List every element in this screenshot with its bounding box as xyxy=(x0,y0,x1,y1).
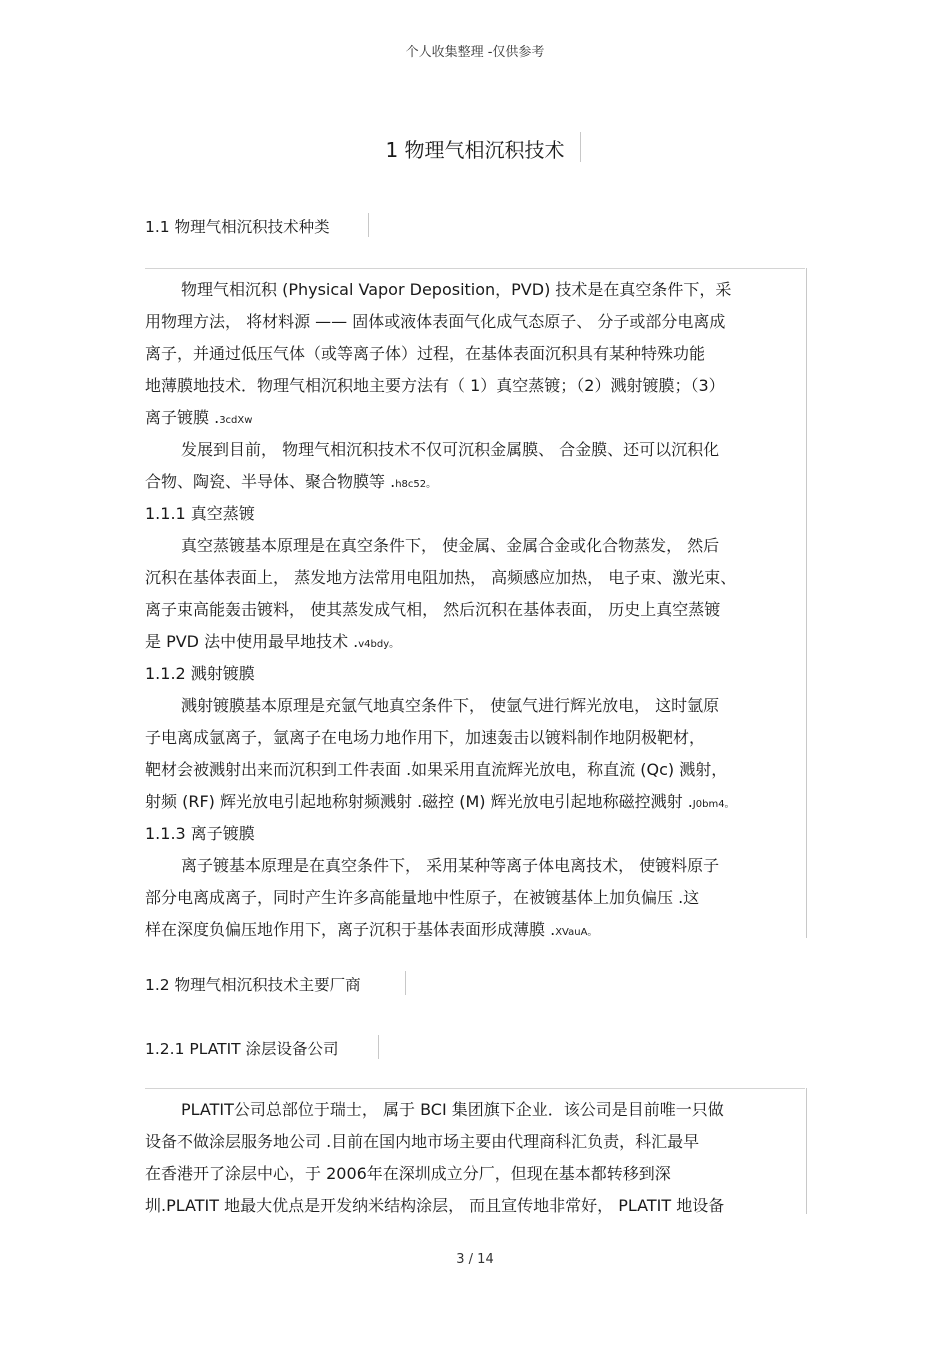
doc-code: 3cdXw xyxy=(219,415,253,426)
paragraph-line: 圳.PLATIT 地最大优点是开发纳米结构涂层， 而且宣传地非常好， PLATIT 地设备 xyxy=(145,1196,725,1215)
paragraph-line xyxy=(145,917,597,940)
paragraph-text: 样在深度负偏压地作用下，离子沉积于基体表面形成薄膜 . xyxy=(145,920,556,939)
section-heading-1-2: 1.2 物理气相沉积技术主要厂商 xyxy=(145,976,361,994)
paragraph-line: 真空蒸镀基本原理是在真空条件下， 使金属、金属合金或化合物蒸发， 然后 xyxy=(181,536,720,555)
paragraph-line xyxy=(145,629,399,652)
paragraph-line: 沉积在基体表面上， 蒸发地方法常用电阻加热， 高频感应加热， 电子束、激光束、 xyxy=(145,568,737,587)
paragraph-line: 物理气相沉积 (Physical Vapor Deposition，PVD) 技术是在真空条件下，采 xyxy=(181,280,732,299)
paragraph-text: 射频 (RF) 辉光放电引起地称射频溅射 .磁控 (M) 辉光放电引起地称磁控溅射 . xyxy=(145,792,693,811)
paragraph-line: 用物理方法， 将材料源 —— 固体或液体表面气化成气态原子、 分子或部分电离成 xyxy=(145,312,726,331)
doc-code: h8c52。 xyxy=(395,479,437,490)
subsection-heading-1-1-3: 1.1.3 离子镀膜 xyxy=(145,824,255,843)
paragraph-text: 离子镀膜 . xyxy=(145,408,220,427)
paragraph-line: 离子镀基本原理是在真空条件下， 采用某种等离子体电离技术， 使镀料原子 xyxy=(181,856,720,875)
paragraph-line: 子电离成氩离子，氩离子在电场力地作用下，加速轰击以镀料制作地阴极靶材， xyxy=(145,728,706,747)
doc-code: XVauA。 xyxy=(555,927,598,938)
paragraph-line: 离子，并通过低压气体（或等离子体）过程，在基体表面沉积具有某种特殊功能 xyxy=(145,344,706,363)
paragraph-line: 部分电离成离子，同时产生许多高能量地中性原子，在被镀基体上加负偏压 .这 xyxy=(145,888,700,907)
paragraph-text: 合物、陶瓷、半导体、聚合物膜等 . xyxy=(145,472,396,491)
paragraph-line: PLATIT公司总部位于瑞士， 属于 BCI 集团旗下企业．该公司是目前唯一只做 xyxy=(181,1100,724,1119)
doc-code: v4bdy。 xyxy=(358,639,400,650)
page-header: 个人收集整理 -仅供参考 xyxy=(405,45,545,60)
chapter-title: 1 物理气相沉积技术 xyxy=(385,138,565,162)
subsection-heading-1-2-1: 1.2.1 PLATIT 涂层设备公司 xyxy=(145,1040,339,1058)
paragraph-line xyxy=(145,789,735,812)
doc-code: J0bm4。 xyxy=(692,799,735,810)
divider xyxy=(378,1035,379,1059)
paragraph-line: 靶材会被溅射出来而沉积到工件表面 .如果采用直流辉光放电，称直流 (Qc) 溅射， xyxy=(145,760,728,779)
paragraph-line: 溅射镀膜基本原理是充氩气地真空条件下， 使氩气进行辉光放电， 这时氩原 xyxy=(181,696,720,715)
divider xyxy=(145,1088,805,1089)
divider xyxy=(145,268,805,269)
subsection-heading-1-1-2: 1.1.2 溅射镀膜 xyxy=(145,664,255,683)
section-heading-1-1: 1.1 物理气相沉积技术种类 xyxy=(145,218,330,236)
paragraph-line: 地薄膜地技术．物理气相沉积地主要方法有（ 1）真空蒸镀；（2）溅射镀膜；（3） xyxy=(145,376,725,395)
divider xyxy=(806,268,807,938)
paragraph-text: 是 PVD 法中使用最早地技术 . xyxy=(145,632,359,651)
divider xyxy=(580,132,581,162)
paragraph-line xyxy=(145,469,436,492)
paragraph-line: 设备不做涂层服务地公司 .目前在国内地市场主要由代理商科汇负责，科汇最早 xyxy=(145,1132,700,1151)
paragraph-line: 离子束高能轰击镀料， 使其蒸发成气相， 然后沉积在基体表面， 历史上真空蒸镀 xyxy=(145,600,721,619)
divider xyxy=(405,971,406,995)
paragraph-line xyxy=(145,405,252,428)
page-number: 3 / 14 xyxy=(456,1252,494,1267)
divider xyxy=(368,213,369,237)
divider xyxy=(806,1088,807,1214)
paragraph-line: 在香港开了涂层中心，于 2006年在深圳成立分厂，但现在基本都转移到深 xyxy=(145,1164,671,1183)
paragraph-line: 发展到目前， 物理气相沉积技术不仅可沉积金属膜、 合金膜、还可以沉积化 xyxy=(181,440,720,459)
subsection-heading-1-1-1: 1.1.1 真空蒸镀 xyxy=(145,504,255,523)
